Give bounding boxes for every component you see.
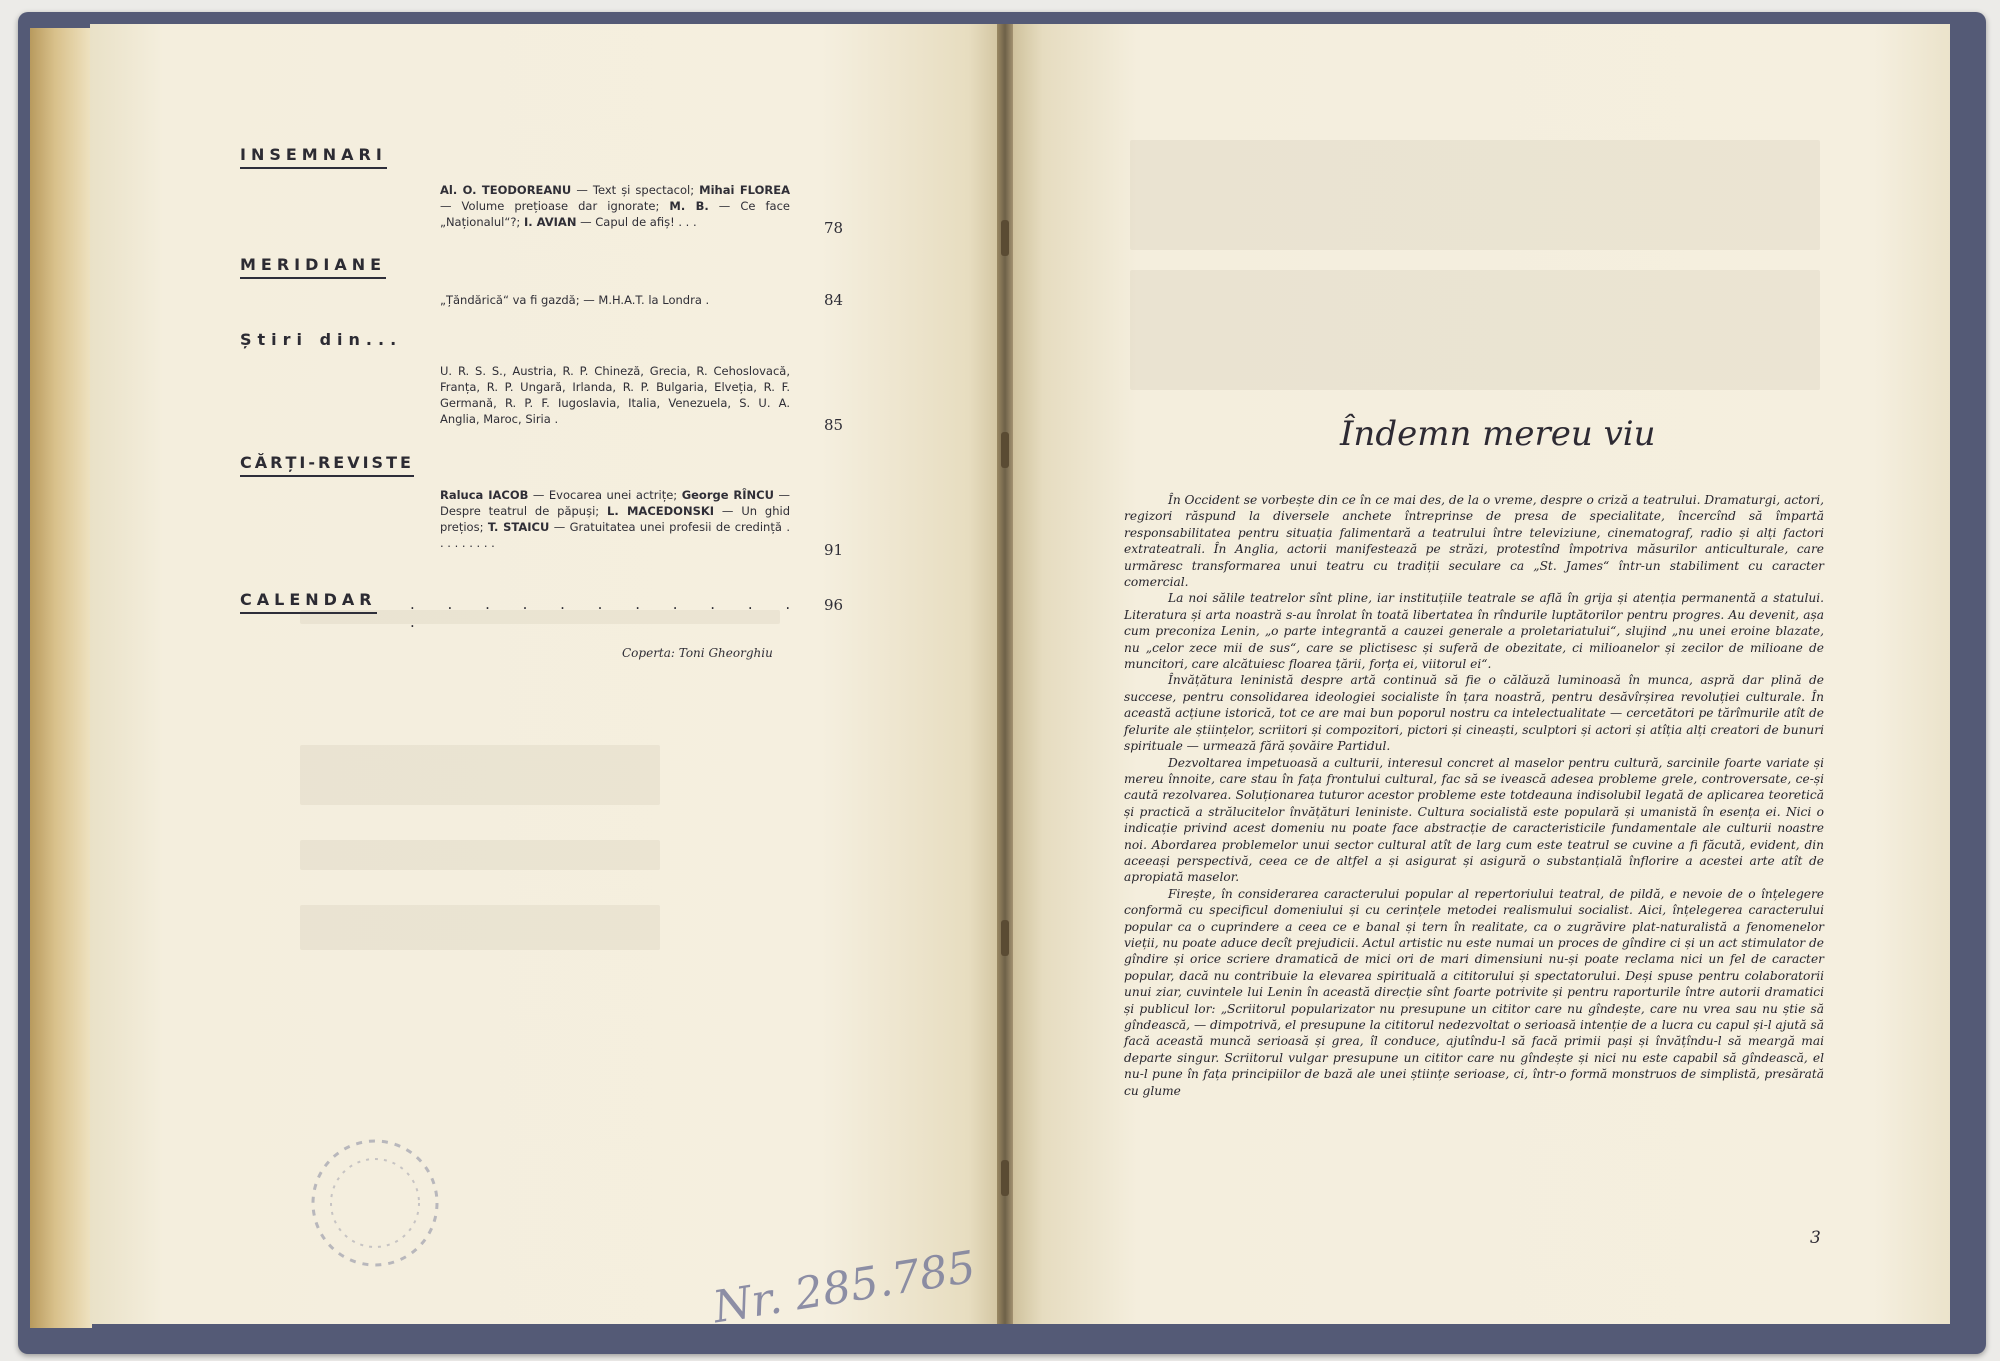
library-stamp <box>300 1128 450 1278</box>
cover-credit: Coperta: Toni Gheorghiu <box>622 646 773 660</box>
page-number-insemnari: 78 <box>824 219 844 237</box>
binding-stitch <box>1001 1160 1009 1196</box>
section-heading-meridiane: MERIDIANE <box>240 255 386 279</box>
binding-stitch <box>1001 220 1009 256</box>
page-number-stiri: 85 <box>824 416 844 434</box>
toc-entry-meridiane: „Țăndărică“ va fi gazdă; — M.H.A.T. la Londra . <box>440 293 710 307</box>
article-body <box>1124 492 1824 1099</box>
binding-stitch <box>1001 432 1009 468</box>
page-edges <box>30 28 92 1328</box>
section-heading-stiri: Știri din... <box>240 330 403 349</box>
book-gutter <box>997 24 1013 1324</box>
page-number: 3 <box>1810 1228 1821 1248</box>
article-paragraph: În Occident se vorbește din ce în ce mai des, de la o vreme, despre o criză a teatrului. Dramaturgi, actori, regizori răspund la diversele anchete întreprinse de presa de specialitate, încercînd să împartă responsabilitatea pentru situația falimentară a teatrului între televiziune, cinematograf, radio și alți factori extrateatrali. În Anglia, actorii manifestează pe străzi, protestînd împotriva măsurilor anticulturale, care urmăresc transformarea unui teatru cu tradiții seculare ca „St. James“ într-un stabiliment cu caracter comercial. <box>1124 493 1824 590</box>
page-number-calendar: 96 <box>824 596 844 614</box>
binding-stitch <box>1001 920 1009 956</box>
article-paragraph: Învățătura leninistă despre artă continuă să fie o călăuză luminoasă în munca, aspră dar plină de succese, pentru consolidarea ideologiei socialiste în țara noastră, pentru desăvîrșirea revoluției culturale. În această acțiune istorică, tot ce are mai bun poporul nostru ca intelectualitate — cercetători pe tărîmurile atît de felurite ale științelor, scriitori și compozitori, pictori și cineaști, sculptori și actori și atîția alți creatori de bunuri spirituale — urmează fără șovăire Partidul. <box>1124 673 1824 754</box>
section-heading-calendar: CALENDAR <box>240 590 377 614</box>
handwritten-catalog-number: Nr. 285.785 <box>709 1241 979 1334</box>
toc-entry-carti-reviste: Raluca IACOB — Evocarea unei actrițe; George RÎNCU — Despre teatrul de păpuși; L. MACEDONSKI — Un ghid prețios; T. STAICU — Gratuitatea unei profesii de credință . . . . . . . . . <box>440 488 790 550</box>
article-paragraph: La noi sălile teatrelor sînt pline, iar instituțiile teatrale se află în grija și atenția permanentă a statului. Literatura și arta noastră s-au înrolat în toată libertatea în rîndurile luptătorilor pentru progres. Au devenit, așa cum preconiza Lenin, „o parte integrantă a cauzei generale a proletariatului“, slujind „nu unei eroine blazate, nu „celor zece mii de sus“, care se plictisesc și suferă de obezitate, ci milioanelor și zecilor de milioane de muncitori, care alcătuiesc floarea țării, forța ei, viitorul ei“. <box>1124 591 1824 672</box>
page-number-carti-reviste: 91 <box>824 541 844 559</box>
section-heading-insemnari: INSEMNARI <box>240 145 387 169</box>
article-paragraph: Dezvoltarea impetuoasă a culturii, interesul concret al maselor pentru cultură, sarcinile foarte variate și mereu înnoite, care stau în fața frontului cultural, fac să se ivească adesea probleme grele, controversate, ce-și caută rezolvarea. Soluționarea tuturor acestor probleme este totdeauna indisolubil legată de aplicarea teoretică și practică a strălucitelor învățături leniniste. Cultura socialistă este populară și umanistă în esența ei. Nici o indicație privind acest domeniu nu poate face abstracție de caracteristicile fundamentale ale culturii noastre noi. Abordarea problemelor unui sector cultural atît de larg cum este teatrul se cuvine a fi făcută, evident, din aceeași perspectivă, ceea ce de altfel a și asigurat și asigură o substanțială înflorire a acestei arte atît de apropiată maselor. <box>1124 755 1824 885</box>
article-title: Îndemn mereu viu <box>1340 414 1656 454</box>
toc-leader-dots: . . . . . . . . . . . . <box>410 595 805 631</box>
toc-entry-insemnari: Al. O. TEODOREANU — Text și spectacol; Mihai FLOREA — Volume prețioase dar ignorate; M. B. — Ce face „Naționalul“?; I. AVIAN — Capul de afiș! . . . <box>440 183 790 229</box>
article-paragraph: Firește, în considerarea caracterului popular al repertoriului teatral, de pildă, e nevoie de o înțelegere conformă cu specificul domeniului și cu cerințele metodei realismului socialist. Aici, înțelegerea caracterului popular ca o cuprindere a ceea ce e banal și tern în realitate, ca o zugrăvire plat-naturalistă a fenomenelor vieții, nu poate aduce decît prejudicii. Actul artistic nu este numai un proces de gîndire ci și un act stimulator de gîndire și orice scriere dramatică de mici ori de mari dimensiuni nu-și poate reclama nici un fel de caracter popular, dacă nu contribuie la elevarea spirituală a cititorului și spectatorului. Deși spuse pentru colaboratorii unui ziar, cuvintele lui Lenin în această direcție sînt foarte potrivite și pentru raporturile între autorii dramatici și publicul lor: „Scriitorul popularizator nu presupune un cititor care nu gîndește, care nu vrea sau nu știe să gîndească, — dimpotrivă, el presupune la cititorul nedezvoltat o serioasă intenție de a lucra cu capul și-l ajută să facă această muncă serioasă și grea, îl conduce, ajutîndu-l să facă primii pași și învățîndu-l să meargă mai departe singur. Scriitorul vulgar presupune un cititor care nu gîndește și nici nu este capabil să gîndească, el nu-l pune în fața principiilor de bază ale unei științe serioase, ci, într-o formă monstruos de simplistă, presărată cu glume <box>1124 886 1824 1098</box>
page-number-meridiane: 84 <box>824 291 844 309</box>
section-heading-carti-reviste: CĂRȚI-REVISTE <box>240 453 414 477</box>
toc-entry-stiri: U. R. S. S., Austria, R. P. Chineză, Grecia, R. Cehoslovacă, Franța, R. P. Ungară, Irlanda, R. P. Bulgaria, Elveția, R. F. Germană, R. P. F. Iugoslavia, Italia, Venezuela, S. U. A. Anglia, Maroc, Siria . <box>440 364 790 426</box>
